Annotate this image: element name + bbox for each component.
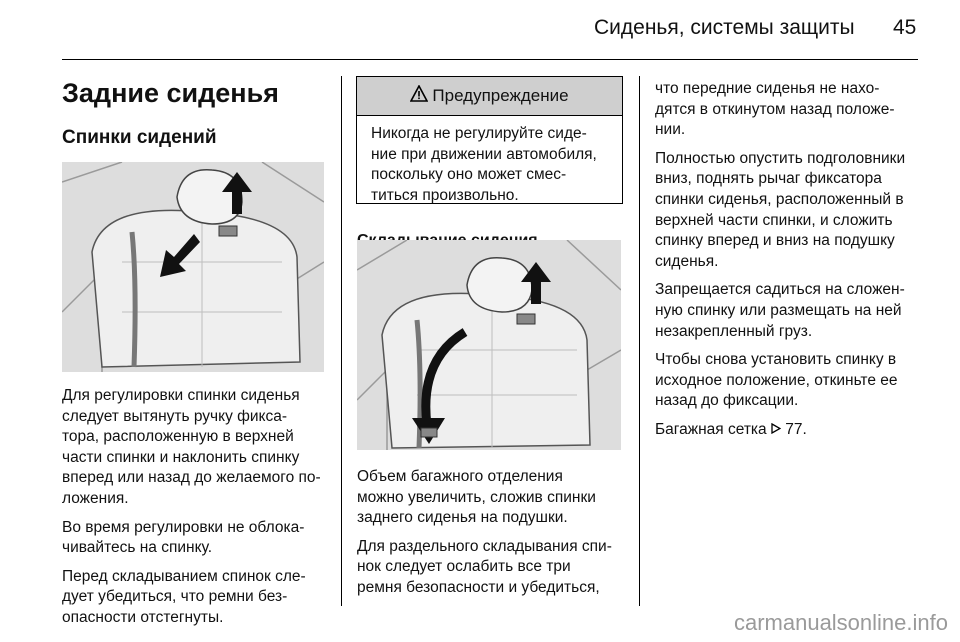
arrow-triangle-icon [771, 421, 781, 438]
warning-header [357, 77, 622, 116]
subsection-heading: Спинки сидений [62, 127, 217, 148]
text-line: Во время регулировки не облока- [62, 518, 305, 536]
text-line: Объем багажного отделения [357, 468, 563, 485]
text-line: ние при движении автомобиля, [371, 145, 597, 163]
text-line: Никогда не регулируйте сиде- [371, 125, 587, 142]
warning-box [356, 76, 623, 204]
text-line: сиденья. [655, 252, 719, 270]
text-line: тора, расположенную в верхней [62, 428, 294, 446]
seat-folding-illustration [357, 240, 621, 450]
paragraph-front-seats [655, 79, 935, 141]
paragraph-no-lean [62, 518, 337, 559]
text-line: назад до фиксации. [655, 392, 799, 410]
text-line: поскольку оно может смес- [371, 166, 567, 184]
text-line: спинку вперед и вниз на подушку [655, 232, 895, 250]
paragraph-belts [62, 567, 337, 629]
text-line: титься произвольно. [371, 186, 519, 204]
text-line: Полностью опустить подголовники [655, 149, 906, 167]
text-line: можно увеличить, сложив спинки [357, 488, 596, 506]
paragraph-fold-steps [655, 149, 935, 273]
warning-text [357, 116, 622, 206]
text-line: что передние сиденья не нахо- [655, 80, 880, 97]
text-line: заднего сиденья на подушки. [357, 509, 568, 527]
text-line: Для регулировки спинки сиденья [62, 387, 300, 404]
right-body [655, 79, 935, 449]
text-line: опасности отстегнуты. [62, 608, 224, 626]
warning-title: Предупреждение [432, 86, 569, 105]
text-line: ложения. [62, 489, 129, 507]
text-line: Чтобы снова установить спинку в [655, 351, 897, 369]
column-divider-2 [639, 76, 640, 606]
text-line: дует убедиться, что ремни без- [62, 588, 288, 606]
text-line: верхней части спинки, и сложить [655, 211, 893, 229]
xref-label: Багажная сетка [655, 420, 767, 438]
paragraph-restore [655, 350, 935, 412]
text-line: Перед складыванием спинок сле- [62, 567, 306, 585]
text-line: ремня безопасности и убедиться, [357, 578, 600, 596]
text-line: части спинки и наклонить спинку [62, 448, 300, 466]
text-line: чивайтесь на спинку. [62, 539, 213, 557]
middle-body [357, 467, 632, 607]
seatback-adjust-illustration [62, 162, 324, 372]
text-line: Для раздельного складывания спи- [357, 537, 612, 555]
text-line: нок следует ослабить все три [357, 558, 571, 576]
page-number: 45 [893, 16, 917, 39]
text-line: дятся в откинутом назад положе- [655, 100, 895, 118]
paragraph-prohibition [655, 280, 935, 342]
column-divider-1 [341, 76, 342, 606]
text-line: вниз, поднять рычаг фиксатора [655, 170, 882, 188]
paragraph-capacity [357, 467, 632, 529]
section-heading: Задние сиденья [62, 78, 279, 108]
running-header-title: Сиденья, системы защиты [594, 16, 855, 39]
text-line: спинки сиденья, расположенный в [655, 190, 904, 208]
cross-reference[interactable] [655, 420, 935, 441]
watermark: carmanualsonline.info [733, 610, 948, 635]
text-line: исходное положение, откиньте ее [655, 371, 898, 389]
left-column [62, 77, 332, 150]
warning-triangle-icon [410, 85, 428, 107]
paragraph-split-fold [357, 537, 632, 599]
text-line: ную спинку или размещать на ней [655, 301, 902, 319]
text-line: следует вытянуть ручку фикса- [62, 407, 288, 425]
paragraph-adjust [62, 386, 337, 510]
text-line: вперед или назад до желаемого по- [62, 469, 321, 487]
left-body [62, 386, 337, 637]
header-divider [62, 59, 918, 60]
xref-page: 77. [785, 420, 807, 438]
text-line: Запрещается садиться на сложен- [655, 281, 905, 299]
text-line: нии. [655, 121, 686, 139]
text-line: незакрепленный груз. [655, 322, 813, 340]
